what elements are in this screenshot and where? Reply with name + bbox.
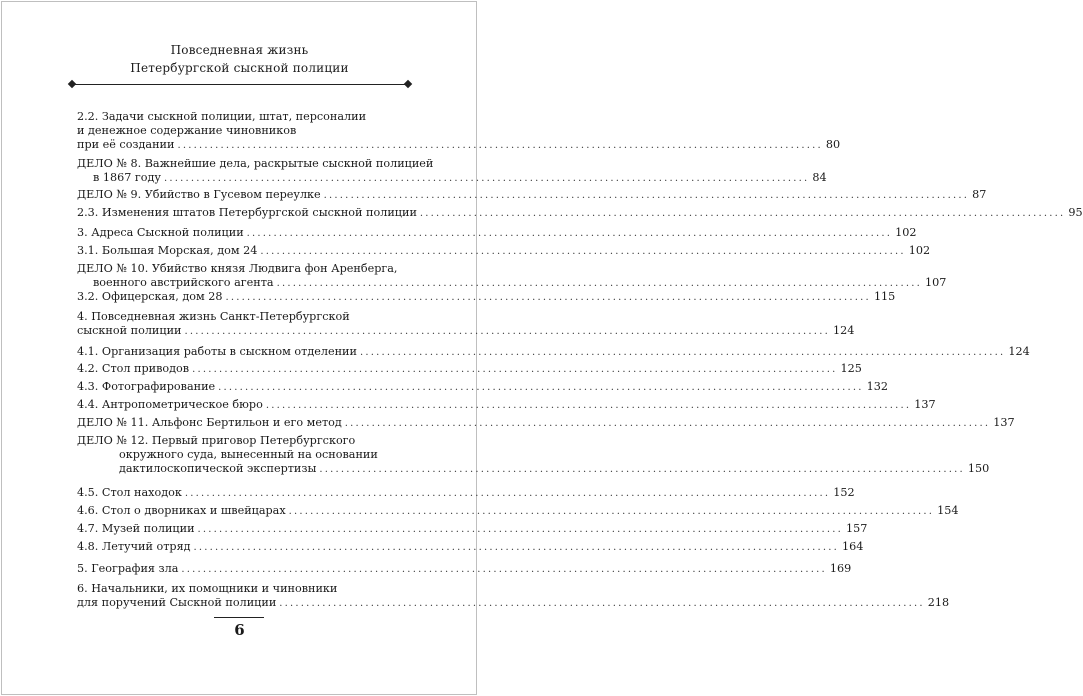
toc-page-number: 137	[914, 398, 936, 411]
toc-entry-text: 3.2. Офицерская, дом 28	[77, 290, 223, 303]
toc-page-number: 152	[833, 486, 855, 499]
toc-entry-text: ДЕЛО № 11. Альфонс Бертильон и его метод	[77, 416, 342, 429]
toc-page-number: 124	[1008, 345, 1030, 358]
toc-page-number: 115	[873, 290, 896, 303]
toc-page-number: 164	[841, 540, 864, 553]
dot-leader: ........................................................................................................................	[218, 382, 864, 393]
dot-leader: ........................................................................................................................	[193, 542, 839, 553]
dot-leader: ........................................................................................................................	[279, 598, 925, 609]
toc-entry	[77, 290, 896, 305]
toc-entry-text: и денежное содержание чиновников	[77, 124, 297, 137]
toc-entry	[77, 310, 855, 339]
toc-page-number: 125	[840, 362, 862, 375]
toc-entry	[77, 226, 917, 241]
toc-entry-text: ДЕЛО № 12. Первый приговор Петербургского	[77, 434, 356, 447]
toc-entry-text: ДЕЛО № 10. Убийство князя Людвига фон Аренберга,	[77, 262, 398, 275]
toc-entry	[77, 188, 987, 203]
dot-leader: ........................................................................................................................	[319, 464, 965, 475]
toc-entry-text: для поручений Сыскной полиции	[77, 596, 277, 609]
toc-entry	[77, 345, 1030, 360]
dot-leader: ........................................................................................................................	[197, 524, 843, 535]
dot-leader: ........................................................................................................................	[177, 140, 823, 151]
toc-entry-text: 4.6. Стол о дворниках и швейцарах	[77, 504, 286, 517]
footer-rule	[214, 617, 264, 618]
toc-page-number: 84	[812, 171, 827, 184]
toc-entry-text: 3.1. Большая Морская, дом 24	[77, 244, 258, 257]
dot-leader: ........................................................................................................................	[344, 418, 991, 429]
dot-leader: ........................................................................................................................	[192, 364, 838, 375]
toc-entry	[77, 206, 1083, 221]
toc-entry-text: 2.3. Изменения штатов Петербургской сыскной полиции	[77, 206, 417, 219]
toc-entry-text: ДЕЛО № 8. Важнейшие дела, раскрытые сыскной полицией	[77, 157, 434, 170]
dot-leader: ........................................................................................................................	[419, 208, 1066, 219]
toc-page-number: 157	[846, 522, 868, 535]
dot-leader: ........................................................................................................................	[260, 246, 906, 257]
toc-entry	[77, 244, 931, 259]
toc-entry-text: при её создании	[77, 138, 175, 151]
dot-leader: ........................................................................................................................	[265, 400, 912, 411]
toc-entry	[77, 504, 959, 519]
header-rule	[72, 84, 408, 85]
toc-entry-text: 3. Адреса Сыскной полиции	[77, 226, 244, 239]
toc-entry-text: 4.1. Организация работы в сыскном отделении	[77, 345, 357, 358]
toc-entry	[77, 582, 950, 611]
toc-entry-text: ДЕЛО № 9. Убийство в Гусевом переулке	[77, 188, 321, 201]
toc-page-number: 154	[937, 504, 959, 517]
toc-entry	[77, 522, 868, 537]
toc-page-number: 95	[1068, 206, 1083, 219]
toc-entry-text: военного австрийского агента	[93, 276, 274, 289]
toc-page-number: 218	[927, 596, 950, 609]
toc-entry-text: 4.4. Антропометрическое бюро	[77, 398, 263, 411]
toc-entry-text: в 1867 году	[93, 171, 161, 184]
dot-leader: ........................................................................................................................	[184, 326, 830, 337]
toc-entry	[77, 362, 862, 377]
toc-page-number: 102	[908, 244, 931, 257]
toc-entry	[77, 110, 841, 153]
toc-page-number: 132	[866, 380, 888, 393]
toc-entry	[77, 540, 864, 555]
toc-entry-text: 6. Начальники, их помощники и чиновники	[77, 582, 338, 595]
toc-entry-text: окружного суда, вынесенный на основании	[119, 448, 378, 461]
toc-page-number: 124	[832, 324, 855, 337]
toc-entry	[77, 262, 947, 291]
toc-entry	[77, 434, 990, 477]
toc-entry-text: 4.3. Фотографирование	[77, 380, 216, 393]
toc-page-number: 102	[895, 226, 917, 239]
toc-page-number: 87	[972, 188, 987, 201]
toc-entry-text: 4. Повседневная жизнь Санкт-Петербургской	[77, 310, 350, 323]
toc-page-number: 80	[825, 138, 841, 151]
dot-leader: ........................................................................................................................	[246, 228, 893, 239]
toc-entry-text: 4.2. Стол приводов	[77, 362, 190, 375]
toc-entry	[77, 157, 827, 186]
running-header-line2: Петербургской сыскной полиции	[130, 61, 349, 75]
toc-entry-text: сыскной полиции	[77, 324, 182, 337]
toc-page-number: 150	[967, 462, 990, 475]
toc-entry	[77, 416, 1015, 431]
toc-page-number: 137	[993, 416, 1015, 429]
toc-entry	[77, 398, 936, 413]
toc-entry-text: 2.2. Задачи сыскной полиции, штат, персоналии	[77, 110, 367, 123]
dot-leader: ........................................................................................................................	[323, 190, 970, 201]
dot-leader: ........................................................................................................................	[181, 564, 827, 575]
dot-leader: ........................................................................................................................	[225, 292, 871, 303]
toc-page-number: 169	[829, 562, 852, 575]
toc-entry-text: 4.5. Стол находок	[77, 486, 182, 499]
toc-entry	[77, 486, 855, 501]
dot-leader: ........................................................................................................................	[288, 506, 935, 517]
toc-entry-text: 5. География зла	[77, 562, 179, 575]
toc-entry	[77, 562, 852, 577]
running-header-line1: Повседневная жизнь	[170, 43, 309, 57]
toc-entry	[77, 380, 888, 395]
toc-entry-text: дактилоскопической экспертизы	[119, 462, 317, 475]
dot-leader: ........................................................................................................................	[359, 347, 1006, 358]
page-number: 6	[234, 621, 245, 639]
toc-entry-text: 4.7. Музей полиции	[77, 522, 195, 535]
dot-leader: ........................................................................................................................	[276, 278, 923, 289]
toc-page-number: 107	[925, 276, 947, 289]
dot-leader: ........................................................................................................................	[184, 488, 831, 499]
dot-leader: ........................................................................................................................	[163, 173, 810, 184]
toc-entry-text: 4.8. Летучий отряд	[77, 540, 191, 553]
